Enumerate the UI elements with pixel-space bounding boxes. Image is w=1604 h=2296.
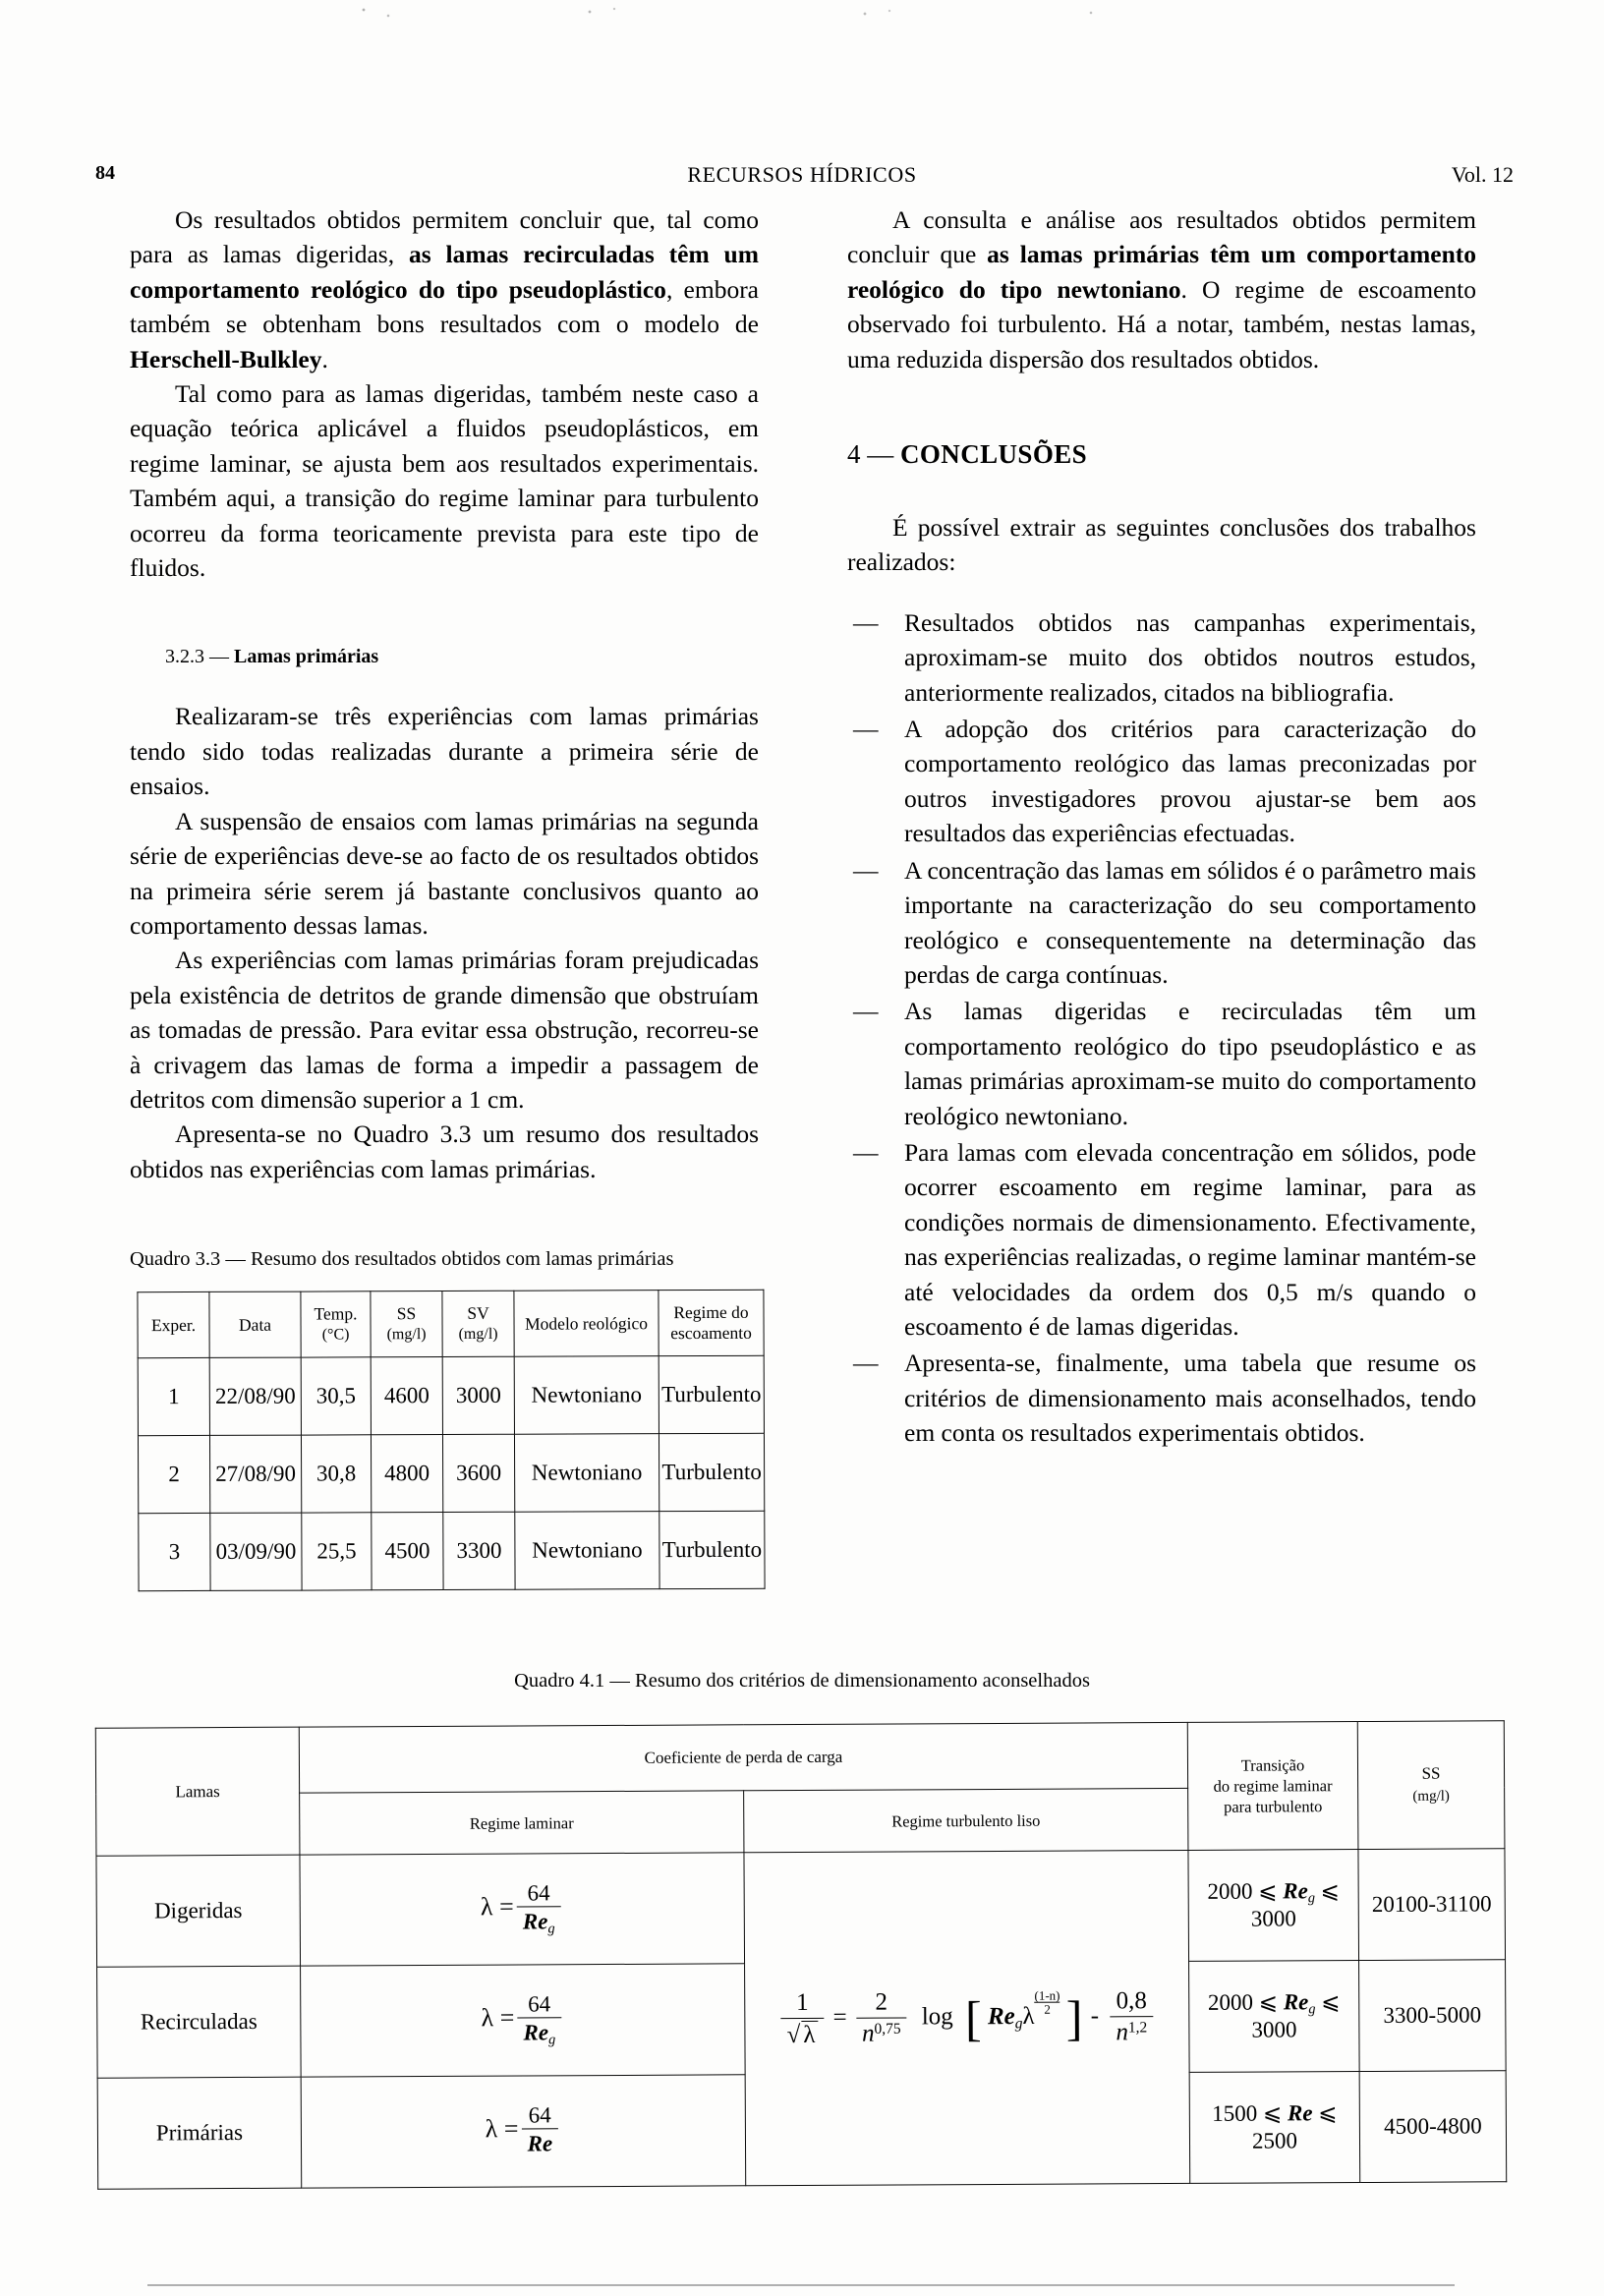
rpara-run-1: A consulta e análise aos resultados obtidos permitem concluir que	[847, 205, 1476, 269]
section-title: CONCLUSÕES	[900, 439, 1088, 470]
col-header-ss-text: SS	[396, 1303, 417, 1324]
re-subscript: g	[547, 1921, 555, 1937]
paragraph-detritos: As experiências com lamas primárias foram prejudicadas pela existência de detritos de grande dimensão que obstruíam as tomadas de pressão. Para evitar essa obstrução, recorreu-se à crivagem das lamas de forma a impedir a passagem de detritos com dimensão superior a 1 cm.	[130, 946, 759, 1114]
re-symbol: Re	[523, 2020, 549, 2045]
cell-modelo: Newtoniano	[515, 1512, 659, 1590]
list-item-text: A concentração das lamas em sólidos é o parâmetro mais importante na caracterização do seu comportamento reológico e consequentemente na determinação das perdas de carga contínuas.	[904, 855, 1476, 989]
leq-operator-2: ⩽	[1318, 2099, 1338, 2125]
lambda-equation	[486, 2102, 562, 2160]
cell-ss-range: 4500-4800	[1359, 2071, 1507, 2183]
cell-ss: 4800	[371, 1435, 442, 1513]
lambda-numerator: 64	[521, 2102, 558, 2130]
transicao-upper: 3000	[1250, 1906, 1296, 1932]
cell-ss-range: 20100-31100	[1358, 1849, 1506, 1961]
col-header-transicao	[1187, 1722, 1358, 1851]
n-symbol: n	[861, 2020, 875, 2047]
cell-exper: 1	[138, 1357, 209, 1435]
re-subscript: g	[1308, 2000, 1316, 2017]
cell-data: 03/09/90	[210, 1513, 302, 1590]
bracket-open: [	[964, 1990, 982, 2046]
cell-sv: 3300	[443, 1512, 515, 1589]
col-header-exper: Exper.	[138, 1292, 209, 1357]
list-item-text: As lamas digeridas e recirculadas têm um comportamento reológico do tipo pseudoplástico e as lamas primárias aproximam-se muito do comportamento reológico newtoniano.	[904, 997, 1476, 1130]
re-symbol: Re	[527, 2131, 553, 2156]
table-41-body	[96, 1849, 1507, 2189]
cell-regime: Turbulento	[659, 1511, 765, 1588]
lambda-lhs: λ =	[480, 1891, 514, 1921]
list-item	[847, 853, 1476, 993]
cell-modelo: Newtoniano	[514, 1356, 659, 1435]
dash-marker: —	[853, 997, 879, 1026]
dash-marker: —	[853, 855, 879, 885]
leq-operator-2: ⩽	[1320, 1877, 1340, 1903]
lambda-lhs: λ =	[481, 2002, 515, 2032]
table-header-row	[138, 1290, 764, 1357]
paragraph-recirculadas	[130, 202, 759, 376]
leq-operator: ⩽	[1258, 1877, 1278, 1904]
re-symbol: Re	[522, 1909, 548, 1934]
para-run-2: , embora também se obtenham bons resultados com o modelo de	[130, 274, 760, 339]
lambda-lhs: λ =	[485, 2113, 519, 2143]
para-run-1-bold: as lamas recirculadas têm um comportamento reológico do tipo pseudoplástico	[130, 240, 759, 304]
transicao-inequality	[1190, 2100, 1359, 2155]
cell-modelo: Newtoniano	[514, 1434, 659, 1513]
cell-exper: 3	[139, 1513, 210, 1590]
cell-lamas-name: Digeridas	[96, 1855, 301, 1967]
cell-lamas-name: Recirculadas	[97, 1966, 302, 2078]
cell-lambda-laminar	[300, 1853, 745, 1966]
ss-41-unit: (mg/l)	[1412, 1788, 1450, 1805]
col-header-coeficiente: Coeficiente de perda de carga	[299, 1722, 1187, 1793]
list-item-text: Para lamas com elevada concentração em sólidos, pode ocorrer escoamento em regime laminar, para as condições normais de dimensionamento. Efectivamente, nas experiências realizadas, o regime laminar mantém-se até velocidades da ordem dos 0,5 m/s quando o escoamento é de lamas digeridas.	[904, 1137, 1476, 1341]
col-header-ss-41	[1357, 1721, 1505, 1850]
list-item-text: Resultados obtidos nas campanhas experimentais, aproximam-se muito dos obtidos noutros estudos, anteriormente realizados, citados na bibliografia.	[904, 607, 1476, 707]
journal-title: RECURSOS HÍDRICOS	[687, 162, 917, 187]
table-row	[138, 1355, 764, 1435]
exponent-numerator: (1-n)	[1034, 1987, 1060, 2003]
table-row	[138, 1433, 764, 1513]
n-exponent: 1,2	[1127, 2019, 1148, 2037]
minus-sign: -	[1090, 2002, 1100, 2030]
subsection-title: Lamas primárias	[234, 646, 379, 668]
col-header-modelo: Modelo reológico	[514, 1291, 659, 1357]
col-header-temp-text: Temp.	[314, 1303, 358, 1324]
lambda-numerator: 64	[517, 1991, 561, 2019]
col-header-sv-unit: (mg/l)	[458, 1325, 498, 1343]
col-header-regime	[659, 1290, 764, 1355]
left-text-column	[130, 202, 759, 1186]
list-item	[847, 1135, 1476, 1344]
page-folio: 84	[95, 162, 115, 184]
transicao-upper: 3000	[1251, 2017, 1297, 2043]
rpara-run-1-bold: as lamas primárias têm um comportamento reológico do tipo newtoniano	[847, 240, 1476, 304]
list-item-text: A adopção dos critérios para caracterização do comportamento reológico das lamas preconizadas por outros investigadores provou ajustar-se bem aos resultados das experiências efectuadas.	[904, 715, 1476, 848]
n-symbol: n	[1116, 2019, 1128, 2046]
lambda-fraction	[517, 1880, 561, 1938]
equals-sign: =	[832, 2003, 847, 2031]
col-header-sv	[442, 1291, 514, 1356]
table-41-wrapper	[95, 1720, 1507, 2190]
scan-noise-top	[0, 0, 1604, 26]
rhs-fraction	[856, 1988, 907, 2047]
table-33-caption: Quadro 3.3 — Resumo dos resultados obtidos com lamas primárias	[130, 1248, 674, 1270]
lambda-equation	[481, 1991, 564, 2049]
lambda-denominator	[517, 2019, 561, 2049]
paragraph-tres-experiencias: Realizaram-se três experiências com lamas primárias tendo sido todas realizadas durante a primeira série de ensaios.	[130, 702, 759, 801]
list-item	[847, 712, 1476, 851]
leq-operator: ⩽	[1258, 1988, 1279, 2015]
section-number: 4 —	[847, 439, 894, 470]
cell-regime: Turbulento	[659, 1355, 764, 1433]
col-header-lamas: Lamas	[95, 1727, 300, 1856]
paragraph-lamas-primarias-newtoniano	[847, 202, 1476, 376]
table-quadro-33	[137, 1290, 765, 1591]
volume-label: Vol. 12	[1451, 162, 1514, 187]
dash-marker: —	[853, 607, 879, 637]
col-header-temp-unit: (°C)	[321, 1326, 350, 1344]
cell-ss: 4500	[372, 1513, 443, 1590]
table-33-head	[138, 1290, 764, 1357]
last-denominator	[1110, 2017, 1153, 2046]
last-numerator: 0,8	[1110, 1987, 1153, 2017]
subsection-heading-323	[130, 644, 759, 669]
lambda-equation	[481, 1880, 564, 1938]
leq-operator-2: ⩽	[1321, 1988, 1341, 2014]
dash-marker: —	[853, 1137, 879, 1167]
list-item	[847, 994, 1476, 1133]
col-header-regime-turbulento: Regime turbulento liso	[744, 1788, 1188, 1852]
cell-sv: 3600	[442, 1434, 514, 1512]
cell-lambda-laminar	[301, 1964, 746, 2077]
re-symbol: Re	[1283, 1988, 1309, 2014]
col-header-regime-laminar: Regime laminar	[300, 1791, 744, 1855]
cell-temp: 25,5	[302, 1513, 372, 1590]
col-header-regime-line2: escoamento	[670, 1322, 752, 1344]
cell-regime: Turbulento	[659, 1433, 764, 1511]
exponent-denominator: 2	[1035, 2002, 1060, 2017]
col-header-data: Data	[209, 1292, 301, 1357]
col-header-temp	[301, 1292, 371, 1357]
table-quadro-41	[95, 1720, 1507, 2190]
table-row	[139, 1511, 765, 1590]
conclusions-list	[847, 605, 1476, 1451]
lambda-denominator	[517, 1908, 561, 1938]
ss-41-text: SS	[1421, 1763, 1441, 1783]
cell-ss: 4600	[371, 1357, 442, 1435]
cell-turbulent-formula	[744, 1850, 1190, 2185]
table-header-row-top	[95, 1721, 1504, 1795]
cell-ss-range: 3300-5000	[1359, 1960, 1507, 2072]
transicao-line2: do regime laminar	[1213, 1776, 1333, 1796]
table-41-head	[95, 1721, 1505, 1857]
cell-transicao	[1189, 2072, 1360, 2184]
transicao-line1: Transição	[1240, 1755, 1305, 1775]
re-symbol: Re	[1283, 1877, 1308, 1903]
lambda-numerator: 64	[517, 1880, 561, 1908]
paragraph-conclusoes-intro: É possível extrair as seguintes conclusões dos trabalhos realizados:	[847, 513, 1476, 577]
rhs-denominator	[856, 2018, 907, 2047]
paragraph-suspensao-ensaios: A suspensão de ensaios com lamas primárias na segunda série de experiências deve-se ao facto de os resultados obtidos na primeira série serem já bastante conclusivos quanto ao comportamento dessas lamas.	[130, 806, 759, 940]
re-symbol: Re	[1287, 2099, 1313, 2125]
transicao-upper: 2500	[1251, 2128, 1298, 2154]
right-text-column	[847, 202, 1476, 1453]
subsection-number: 3.2.3 —	[165, 646, 229, 668]
scan-noise-bottom	[147, 2284, 1455, 2286]
table-33-body	[138, 1355, 765, 1590]
lambda-fraction	[521, 2102, 558, 2160]
lambda-exponent	[1034, 1988, 1060, 2016]
cell-lambda-laminar	[301, 2075, 746, 2188]
table-41-caption: Quadro 4.1 — Resumo dos critérios de dimensionamento aconselhados	[514, 1670, 1090, 1692]
transicao-lower: 1500	[1212, 2100, 1258, 2126]
lambda-denominator	[522, 2130, 559, 2160]
transicao-lower: 2000	[1207, 1989, 1254, 2015]
lhs-numerator: 1	[780, 1988, 824, 2018]
cell-sv: 3000	[442, 1356, 514, 1434]
n-exponent: 0,75	[874, 2020, 901, 2038]
sqrt-radicand: λ	[801, 2020, 818, 2048]
dash-marker: —	[853, 1349, 879, 1378]
re-symbol: Re	[987, 2002, 1015, 2030]
lambda-fraction	[517, 1991, 561, 2049]
paragraph-equacao-teorica: Tal como para as lamas digeridas, também neste caso a equação teórica aplicável a fluidos pseudoplásticos, em regime laminar, se ajusta bem aos resultados experimentais. Também aqui, a transição do regime laminar para turbulento ocorreu da forma teoricamente prevista para este tipo de fluidos.	[130, 379, 759, 583]
turbulent-formula	[777, 1987, 1156, 2049]
list-item	[847, 605, 1476, 710]
cell-temp: 30,8	[301, 1435, 371, 1513]
paragraph-apresenta-quadro: Apresenta-se no Quadro 3.3 um resumo dos resultados obtidos nas experiências com lamas primárias.	[130, 1119, 759, 1183]
transicao-inequality	[1189, 1878, 1358, 1933]
cell-data: 27/08/90	[209, 1435, 301, 1513]
para-run-1: Os resultados obtidos permitem concluir que, tal como para as lamas digeridas,	[130, 205, 759, 269]
cell-temp: 30,5	[301, 1357, 371, 1435]
cell-exper: 2	[138, 1435, 209, 1513]
rhs-numerator: 2	[856, 1988, 907, 2018]
re-subscript: g	[1014, 2014, 1023, 2032]
cell-transicao	[1189, 1961, 1360, 2073]
lambda-symbol: λ	[1022, 2002, 1035, 2030]
transicao-lower: 2000	[1207, 1878, 1253, 1904]
para-run-3: .	[321, 344, 328, 373]
transicao-inequality	[1189, 1989, 1358, 2044]
table-row	[96, 1849, 1506, 1968]
re-subscript: g	[548, 2032, 556, 2048]
table-33-wrapper	[137, 1290, 763, 1591]
lhs-denominator: √ λ	[780, 2018, 824, 2048]
list-item	[847, 1346, 1476, 1450]
section-heading-conclusoes	[847, 437, 1476, 471]
col-header-ss-unit: (mg/l)	[386, 1326, 427, 1344]
col-header-ss	[371, 1292, 442, 1357]
para-run-2-bold: Herschell-Bulkley	[130, 344, 322, 373]
cell-transicao	[1188, 1850, 1359, 1962]
col-header-regime-line1: Regime do	[673, 1301, 749, 1323]
list-item-text: Apresenta-se, finalmente, uma tabela que resume os critérios de dimensionamento mais aconselhados, tendo em conta os resultados experimentais obtidos.	[904, 1349, 1476, 1448]
cell-lamas-name: Primárias	[97, 2077, 302, 2189]
lhs-fraction	[780, 1988, 824, 2048]
dash-marker: —	[853, 715, 879, 744]
log-operator: log	[921, 2002, 953, 2031]
rpara-run-2: . O regime de escoamento observado foi turbulento. Há a notar, também, nestas lamas, uma reduzida dispersão dos resultados obtidos.	[847, 274, 1476, 373]
col-header-sv-text: SV	[467, 1302, 489, 1323]
re-subscript: g	[1307, 1889, 1315, 1906]
transicao-line3: para turbulento	[1223, 1797, 1323, 1816]
cell-data: 22/08/90	[209, 1357, 301, 1435]
bracket-close: ]	[1065, 1989, 1083, 2045]
last-fraction	[1110, 1987, 1153, 2046]
leq-operator: ⩽	[1262, 2099, 1283, 2126]
